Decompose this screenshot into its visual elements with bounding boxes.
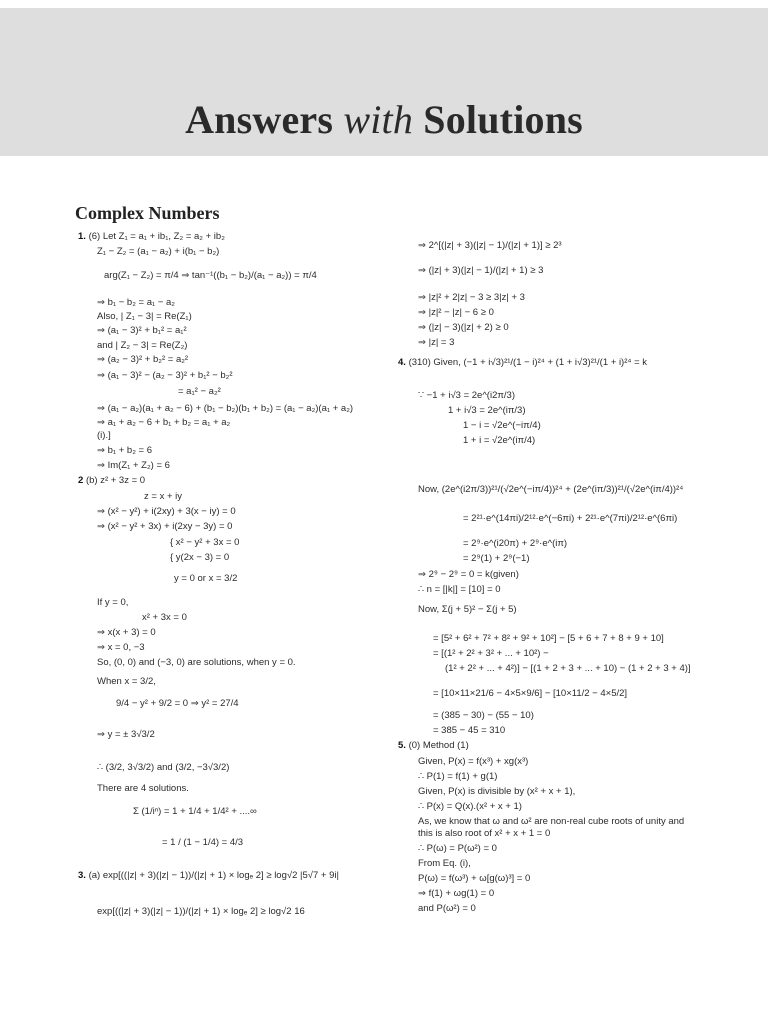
solution-line	[97, 506, 236, 518]
solution-text: and P(ω²) = 0	[418, 903, 476, 914]
solution-text: ⇒ 2⁹ − 2⁹ = 0 = k(given)	[418, 569, 519, 580]
solution-text: (1² + 2² + ... + 4²)] − [(1 + 2 + 3 + ... + 10) − (1 + 2 + 3 + 4)]	[445, 663, 691, 674]
solution-line	[418, 888, 494, 900]
solution-line	[418, 484, 683, 496]
solution-line	[142, 612, 187, 624]
solution-line	[97, 370, 233, 382]
solution-text: ⇒ |z|² + 2|z| − 3 ≥ 3|z| + 3	[418, 292, 525, 303]
solution-text: z = x + iy	[144, 491, 183, 502]
question-number: 3.	[78, 870, 89, 881]
solution-line	[418, 265, 543, 277]
solution-text: As, we know that ω and ω² are non-real cube roots of unity and	[418, 816, 685, 827]
solution-line	[144, 491, 182, 503]
solution-text: (6) Let Z₁ = a₁ + ib₁, Z₂ = a₂ + ib₂	[88, 231, 225, 242]
solution-line	[116, 698, 239, 710]
solution-line	[97, 340, 187, 352]
solution-text: Now, Σ(j + 5)² − Σ(j + 5)	[418, 604, 517, 615]
question-number: 1.	[78, 231, 89, 242]
solution-line	[97, 642, 145, 654]
question-number: 5.	[398, 740, 409, 751]
page-title: Answers with Solutions	[185, 97, 583, 142]
solution-text: When x = 3/2,	[97, 676, 156, 687]
solution-text: = [5² + 6² + 7² + 8² + 9² + 10²] − [5 + 6 + 7 + 8 + 9 + 10]	[433, 633, 664, 644]
solution-text: ⇒ x(x + 3) = 0	[97, 627, 156, 638]
solution-line	[463, 538, 567, 550]
solution-text: { y(2x − 3) = 0	[170, 552, 230, 563]
solution-text: = 2⁹(1) + 2⁹(−1)	[463, 553, 530, 564]
solution-line	[433, 710, 534, 722]
solution-line	[174, 573, 237, 585]
solution-text: = [10×11×21/6 − 4×5×9/6] − [10×11/2 − 4×5/2]	[433, 688, 628, 699]
solution-line	[78, 870, 339, 882]
solution-text: ⇒ (a₂ − 3)² + b₂² = a₂²	[97, 354, 189, 365]
solution-text: = (385 − 30) − (55 − 10)	[433, 710, 534, 721]
solution-text: ∴ n = [|k|] = [10] = 0	[418, 584, 501, 595]
solution-line	[418, 292, 525, 304]
solution-text: ⇒ |z| = 3	[418, 337, 455, 348]
solution-text: If y = 0,	[97, 597, 129, 608]
solution-text: Z₁ − Z₂ = (a₁ − a₂) + i(b₁ − b₂)	[97, 246, 220, 257]
solution-line	[463, 553, 530, 565]
solution-text: = 2⁹·e^(i20π) + 2⁹·e^(iπ)	[463, 538, 568, 549]
solution-line	[97, 783, 189, 795]
solution-line	[448, 405, 525, 417]
solution-text: = 385 − 45 = 310	[433, 725, 506, 736]
question-number: 4.	[398, 357, 409, 368]
solution-line	[97, 657, 296, 669]
solution-text: ∴ P(x) = Q(x).(x² + x + 1)	[418, 801, 522, 812]
solution-text: ⇒ a₁ + a₂ − 6 + b₁ + b₂ = a₁ + a₂	[97, 417, 231, 428]
solution-line	[97, 325, 187, 337]
solution-line	[97, 460, 170, 472]
solution-line	[97, 627, 156, 639]
solution-text: 9/4 − y² + 9/2 = 0 ⇒ y² = 27/4	[116, 698, 239, 709]
solution-line	[433, 725, 505, 737]
solution-text: ⇒ (x² − y²) + i(2xy) + 3(x − iy) = 0	[97, 506, 236, 517]
solution-line	[97, 521, 232, 533]
solution-text: ⇒ (x² − y² + 3x) + i(2xy − 3y) = 0	[97, 521, 233, 532]
solution-line	[418, 756, 528, 768]
solution-text: ⇒ 2^[(|z| + 3)(|z| − 1)/(|z| + 1)] ≥ 2³	[418, 240, 562, 251]
solution-text: ⇒ x = 0, −3	[97, 642, 145, 653]
solution-line	[97, 417, 230, 429]
solution-text: = a₁² − a₂²	[178, 386, 221, 397]
solution-text: Given, P(x) = f(x³) + xg(x³)	[418, 756, 529, 767]
solution-text: (310) Given, (−1 + i√3)²¹/(1 − i)²⁴ + (1 + i√3)²¹/(1 + i)²⁴ = k	[408, 357, 648, 368]
solution-line	[97, 297, 175, 309]
solution-text: Also, | Z₁ − 3| = Re(Z₁)	[97, 311, 192, 322]
solution-line	[433, 688, 627, 700]
solution-line	[418, 828, 550, 840]
solution-text: ⇒ b₁ + b₂ = 6	[97, 445, 152, 456]
solution-text: ⇒ (a₁ − a₂)(a₁ + a₂ − 6) + (b₁ − b₂)(b₁ + b₂) = (a₁ − a₂)(a₁ + a₂)	[97, 403, 354, 414]
solution-text: Now, (2e^(i2π/3))²¹/(√2e^(−iπ/4))²⁴ + (2e^(iπ/3))²¹/(√2e^(iπ/4))²⁴	[418, 484, 684, 495]
solution-line	[97, 354, 188, 366]
solution-text: ∴ P(1) = f(1) + g(1)	[418, 771, 498, 782]
solution-text: ⇒ (|z| − 3)(|z| + 2) ≥ 0	[418, 322, 509, 333]
solution-line	[463, 513, 677, 525]
solution-line	[97, 729, 155, 741]
solution-line	[97, 311, 192, 323]
solution-text: = 2²¹·e^(14πi)/2¹²·e^(−6πi) + 2²¹·e^(7πi)/2¹²·e^(6πi)	[463, 513, 678, 524]
solution-text: (0) Method (1)	[408, 740, 469, 751]
solution-line	[418, 816, 684, 828]
solution-line	[97, 906, 305, 918]
solution-line	[170, 537, 239, 549]
solution-text: exp[((|z| + 3)(|z| − 1))/(|z| + 1) × logₑ 2] ≥ log√2 16	[97, 906, 305, 917]
solution-line	[418, 307, 494, 319]
question-number: 2	[78, 475, 86, 486]
solution-line	[418, 584, 501, 596]
section-heading: Complex Numbers	[75, 203, 220, 223]
solution-text: 1 − i = √2e^(−iπ/4)	[463, 420, 541, 431]
solution-line	[162, 837, 243, 849]
solution-line	[433, 648, 549, 660]
solution-line	[418, 240, 562, 252]
solution-line	[97, 445, 152, 457]
solution-text: P(ω) = f(ω³) + ω[g(ω)³] = 0	[418, 873, 531, 884]
solution-text: Given, P(x) is divisible by (x² + x + 1),	[418, 786, 576, 797]
solution-line	[418, 873, 530, 885]
solution-line	[445, 663, 691, 675]
solution-text: (b) z² + 3z = 0	[85, 475, 146, 486]
solution-text: (a) exp[((|z| + 3)(|z| − 1))/(|z| + 1) × logₑ 2] ≥ log√2 |5√7 + 9i|	[88, 870, 339, 881]
solution-line	[97, 246, 219, 258]
solution-line	[418, 569, 519, 581]
solution-line	[418, 786, 575, 798]
solution-text: ⇒ Im(Z₁ + Z₂) = 6	[97, 460, 170, 471]
solution-line	[97, 403, 353, 415]
solution-text: ⇒ (|z| + 3)(|z| − 1)/(|z| + 1) ≥ 3	[418, 265, 544, 276]
solution-text: ⇒ f(1) + ωg(1) = 0	[418, 888, 495, 899]
solution-line	[133, 806, 257, 818]
solution-text: this is also root of x² + x + 1 = 0	[418, 828, 551, 839]
solution-line	[418, 337, 454, 349]
solution-line	[97, 762, 229, 774]
solution-line	[418, 322, 509, 334]
header-banner	[0, 8, 768, 156]
solution-line	[398, 740, 469, 752]
solution-line	[398, 357, 647, 369]
solution-text: 1 + i√3 = 2e^(iπ/3)	[448, 405, 526, 416]
solution-text: = 1 / (1 − 1/4) = 4/3	[162, 837, 244, 848]
solution-text: ⇒ b₁ − b₂ = a₁ − a₂	[97, 297, 175, 308]
solution-text: From Eq. (i),	[418, 858, 471, 869]
solution-text: y = 0 or x = 3/2	[174, 573, 238, 584]
solution-text: ∵ −1 + i√3 = 2e^(i2π/3)	[418, 390, 515, 401]
solution-line	[418, 843, 497, 855]
solution-text: Σ (1/iⁿ) = 1 + 1/4 + 1/4² + ....∞	[133, 806, 257, 817]
solution-line	[463, 435, 535, 447]
solution-line	[97, 676, 156, 688]
solution-text: There are 4 solutions.	[97, 783, 189, 794]
solution-line	[463, 420, 541, 432]
solution-line	[418, 903, 476, 915]
solution-line	[418, 771, 497, 783]
solution-text: ⇒ y = ± 3√3/2	[97, 729, 155, 740]
solution-line	[418, 390, 515, 402]
solution-line	[78, 475, 145, 487]
solution-line	[104, 270, 317, 282]
solution-text: So, (0, 0) and (−3, 0) are solutions, when y = 0.	[97, 657, 296, 668]
solution-line	[418, 858, 471, 870]
solution-text: (i).]	[97, 430, 111, 441]
solution-line	[78, 231, 225, 243]
solution-text: x² + 3x = 0	[142, 612, 187, 623]
solution-line	[418, 604, 517, 616]
solution-text: 1 + i = √2e^(iπ/4)	[463, 435, 536, 446]
solution-text: ⇒ (a₁ − 3)² − (a₂ − 3)² + b₁² − b₂²	[97, 370, 233, 381]
solution-text: ∴ (3/2, 3√3/2) and (3/2, −3√3/2)	[97, 762, 230, 773]
solution-text: ⇒ |z|² − |z| − 6 ≥ 0	[418, 307, 494, 318]
solution-text: { x² − y² + 3x = 0	[170, 537, 240, 548]
solution-line	[170, 552, 229, 564]
solution-line	[97, 597, 128, 609]
solution-text: and | Z₂ − 3| = Re(Z₂)	[97, 340, 188, 351]
solution-line	[418, 801, 522, 813]
solution-text: ∴ P(ω) = P(ω²) = 0	[418, 843, 497, 854]
solution-text: arg(Z₁ − Z₂) = π/4 ⇒ tan⁻¹((b₁ − b₂)/(a₁ − a₂)) = π/4	[104, 270, 317, 281]
solution-text: ⇒ (a₁ − 3)² + b₁² = a₁²	[97, 325, 187, 336]
solution-text: = [(1² + 2² + 3² + ... + 10²) −	[433, 648, 549, 659]
solution-line	[433, 633, 664, 645]
solution-line	[97, 430, 111, 442]
solution-line	[178, 386, 221, 398]
